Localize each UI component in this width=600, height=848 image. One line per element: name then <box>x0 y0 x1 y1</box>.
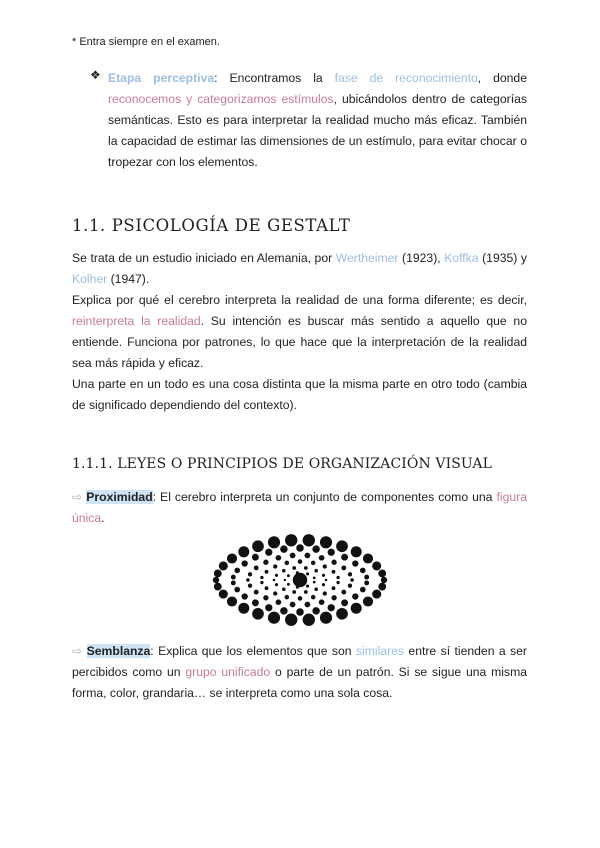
law-semblanza: ⇨ Semblanza: Explica que los elementos que son similares entre sí tienden a ser percibidos como un grupo unificado o parte de un patrón. Si se sigue una misma forma, color, grandaria… se interpreta como una sola cosa. <box>72 644 528 700</box>
eye-dot <box>280 607 288 615</box>
eye-dot <box>348 572 352 576</box>
eye-dot <box>352 593 358 599</box>
eye-dot <box>285 561 290 566</box>
term-semblanza: Semblanza <box>86 644 151 658</box>
author-kolher: Kolher <box>72 272 108 286</box>
eye-dot <box>313 577 316 580</box>
eye-dot <box>313 581 316 584</box>
eye-dot <box>314 588 318 592</box>
eye-dot <box>238 546 249 557</box>
eye-dot <box>284 579 286 581</box>
eye-dot <box>319 555 325 561</box>
arrow-icon: ⇨ <box>72 490 83 504</box>
term-proximidad: Proximidad <box>86 490 153 504</box>
eye-dot <box>263 595 268 600</box>
eye-dot <box>214 583 222 591</box>
eye-dot <box>282 588 286 592</box>
eye-dot <box>336 540 348 552</box>
eye-dot <box>290 553 296 559</box>
dotted-eye-illustration <box>210 534 390 626</box>
eye-dot <box>306 585 309 588</box>
eye-dots <box>213 534 387 626</box>
term-etapa-perceptiva: Etapa perceptiva <box>108 71 215 85</box>
eye-dot <box>322 583 325 586</box>
link-figura-unica: figura única <box>72 490 527 525</box>
eye-dot <box>268 612 280 624</box>
eye-dot <box>234 568 240 574</box>
eye-dot <box>298 596 303 601</box>
eye-dot <box>378 569 386 577</box>
eye-dot <box>231 575 236 580</box>
eye-dot <box>336 576 339 579</box>
eye-dot <box>252 599 259 606</box>
eye-dot <box>336 608 348 620</box>
eye-dot <box>351 546 362 557</box>
eye-dot <box>273 564 277 568</box>
eye-dot <box>242 560 248 566</box>
eye-dot <box>260 576 263 579</box>
link-reconocemos: reconocemos y categorizamos estímulos <box>108 92 334 106</box>
eye-dot <box>265 549 272 556</box>
eye-dot <box>275 574 278 577</box>
eye-dot <box>234 587 240 593</box>
eye-dot <box>265 604 272 611</box>
eye-dot <box>360 568 366 574</box>
diamond-bullet-icon: ❖ <box>90 68 101 82</box>
eye-dot <box>231 580 236 585</box>
eye-dot <box>323 564 327 568</box>
eye-dot <box>285 595 290 600</box>
eye-dot <box>336 581 339 584</box>
eye-dot <box>273 579 276 582</box>
eye-dot <box>304 590 308 594</box>
eye-dot <box>341 554 348 561</box>
eye-dot <box>227 553 237 563</box>
eye-dot <box>293 573 307 587</box>
eye-dot <box>298 559 303 564</box>
eye-dot <box>319 599 325 605</box>
eye-dot <box>322 574 325 577</box>
gestalt-paragraph-1: Se trata de un estudio iniciado en Alemania, por Wertheimer (1923), Koffka (1935) y Kolher (1947). <box>72 251 527 286</box>
eye-dot <box>265 586 269 590</box>
eye-dot <box>285 614 297 626</box>
eye-dot <box>350 578 354 582</box>
eye-dot <box>268 536 280 548</box>
eye-dot <box>265 570 269 574</box>
eye-dot <box>273 591 277 595</box>
eye-dot <box>276 555 282 561</box>
eye-dot <box>213 577 219 583</box>
eye-dot <box>372 561 381 570</box>
eye-dot <box>252 554 259 561</box>
eye-dot <box>303 534 315 546</box>
eye-dot <box>296 544 304 552</box>
exam-note: * Entra siempre en el examen. <box>72 36 220 48</box>
bullet-paragraph: Etapa perceptiva: Encontramos la fase de reconocimiento, donde reconocemos y categorizamos estímulos, ubicándolos dentro de categorías semánticas. Esto es para interpretar la realidad mucho más eficaz. También la capacidad de estimar las dimensiones de un estímulo, para evitar chocar o tropezar con los elementos. <box>108 71 527 169</box>
eye-dot <box>378 583 386 591</box>
eye-dot <box>332 570 336 574</box>
eye-dot <box>312 545 320 553</box>
eye-dot <box>325 579 328 582</box>
eye-dot <box>304 566 308 570</box>
eye-dot <box>248 584 252 588</box>
eye-dot <box>328 549 335 556</box>
eye-dot <box>314 569 318 573</box>
link-similares: similares <box>355 644 405 658</box>
eye-dot <box>252 540 264 552</box>
eye-dot <box>372 590 381 599</box>
section-heading-gestalt: 1.1. PSICOLOGÍA DE GESTALT <box>72 216 351 235</box>
eye-dot <box>351 603 362 614</box>
eye-dot <box>248 572 252 576</box>
link-reinterpreta: reinterpreta la realidad <box>72 314 201 328</box>
eye-dot <box>381 577 387 583</box>
eye-dot <box>348 584 352 588</box>
eye-dot <box>282 569 286 573</box>
eye-dot <box>306 572 309 575</box>
eye-dot <box>263 560 268 565</box>
author-wertheimer: Wertheimer <box>335 251 399 265</box>
eye-dot <box>254 590 259 595</box>
gestalt-paragraph-3: Una parte en un todo es una cosa distinta que la misma parte en otro todo (cambia de significado dependiendo del contexto). <box>72 377 527 412</box>
eye-dot <box>285 534 297 546</box>
eye-dot <box>252 608 264 620</box>
section-heading-leyes: 1.1.1. LEYES O PRINCIPIOS DE ORGANIZACIÓN VISUAL <box>72 456 492 472</box>
eye-dot <box>341 599 348 606</box>
eye-dot <box>320 612 332 624</box>
eye-dot <box>303 614 315 626</box>
eye-dot <box>305 602 311 608</box>
eye-dot <box>364 580 369 585</box>
eye-dot <box>238 603 249 614</box>
eye-dot <box>331 560 336 565</box>
eye-dot <box>360 587 366 593</box>
eye-dot <box>332 586 336 590</box>
eye-dot <box>292 566 296 570</box>
eye-dot <box>341 565 346 570</box>
eye-dot <box>292 590 296 594</box>
link-grupo-unificado: grupo unificado <box>185 665 271 679</box>
eye-dot <box>352 560 358 566</box>
eye-dot <box>287 574 290 577</box>
eye-dot <box>254 565 259 570</box>
eye-dot <box>214 569 222 577</box>
eye-dot <box>363 596 373 606</box>
gestalt-paragraph-2: Explica por qué el cerebro interpreta la realidad de una forma diferente; es decir, reinterpreta la realidad. Su intención es buscar más sentido a aquello que no entiende. Funciona por patrones, lo que hace que la interpretación de la realidad sea más rápida y eficaz. <box>72 293 527 370</box>
eye-dot <box>280 545 288 553</box>
eye-dot <box>311 561 316 566</box>
eye-dot <box>320 536 332 548</box>
arrow-icon: ⇨ <box>72 644 83 658</box>
eye-dot <box>276 599 282 605</box>
eye-dot <box>219 561 228 570</box>
eye-dot <box>275 583 278 586</box>
eye-dot <box>363 553 373 563</box>
eye-dot <box>290 602 296 608</box>
law-proximidad: ⇨ Proximidad: El cerebro interpreta un conjunto de componentes como una figura única. <box>72 490 527 525</box>
eye-dot <box>260 581 263 584</box>
eye-dot <box>311 595 316 600</box>
eye-dot <box>227 596 237 606</box>
eye-dot <box>246 578 250 582</box>
eye-dot <box>287 583 290 586</box>
eye-dot <box>364 575 369 580</box>
eye-dot <box>331 595 336 600</box>
link-fase-reconocimiento: fase de reconocimiento <box>334 71 478 85</box>
eye-dot <box>305 553 311 559</box>
eye-dot <box>296 608 304 616</box>
eye-dot <box>242 593 248 599</box>
eye-dot <box>328 604 335 611</box>
eye-dot <box>341 590 346 595</box>
eye-dot <box>312 607 320 615</box>
eye-dot <box>219 590 228 599</box>
author-koffka: Koffka <box>444 251 479 265</box>
eye-dot <box>323 591 327 595</box>
